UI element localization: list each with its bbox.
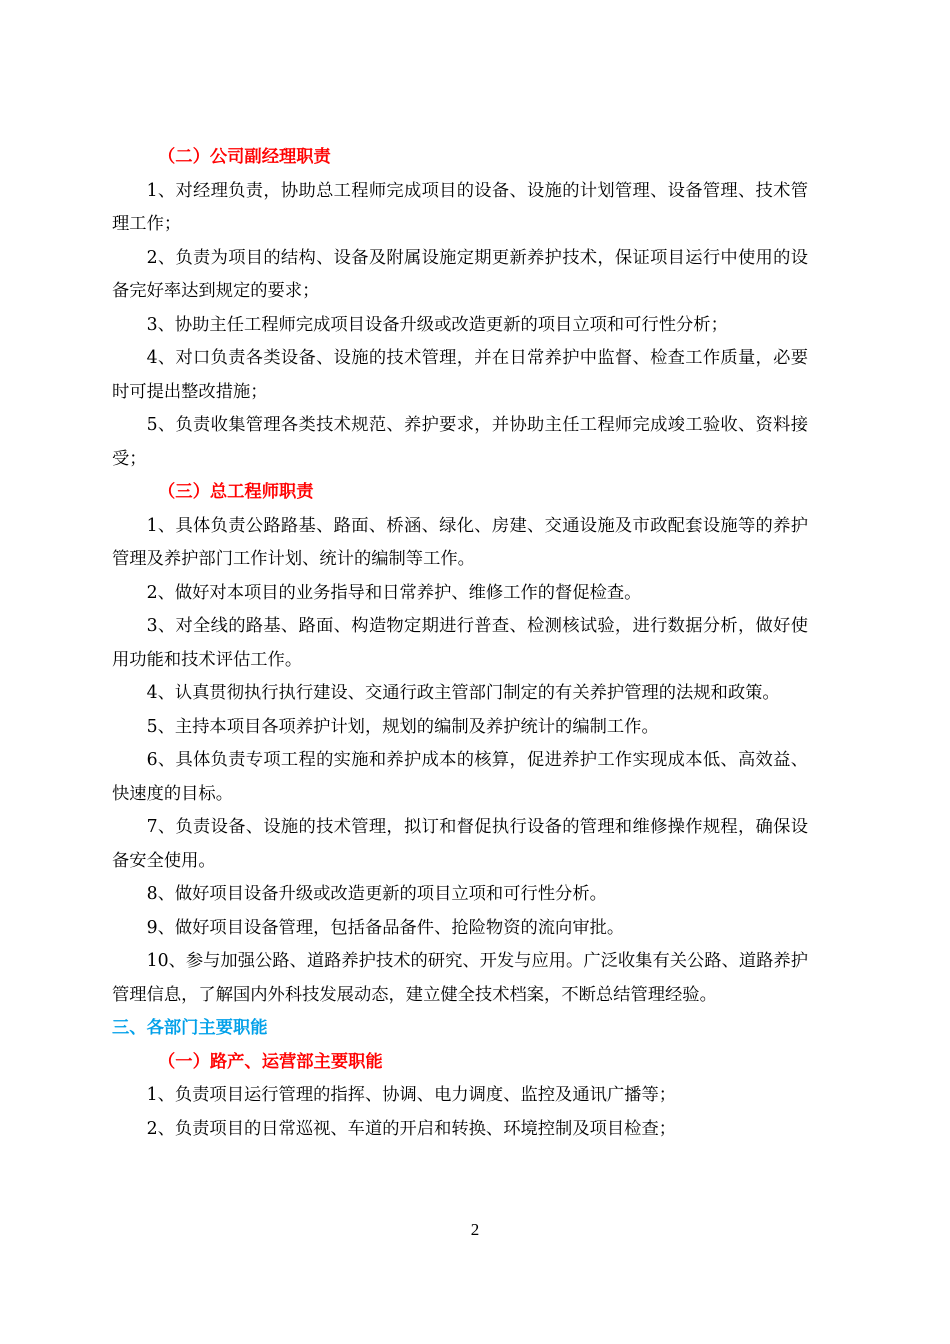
paragraph: 3、协助主任工程师完成项目设备升级或改造更新的项目立项和可行性分析； [146, 314, 728, 335]
paragraph: 7、负责设备、设施的技术管理，拟订和督促执行设备的管理和维修操作规程，确保设备安全使用。 [112, 817, 808, 871]
paragraph: 6、具体负责专项工程的实施和养护成本的核算，促进养护工作实现成本低、高效益、快速度的目标。 [112, 750, 808, 804]
paragraph: 2、负责为项目的结构、设备及附属设施定期更新养护技术，保证项目运行中使用的设备完好率达到规定的要求； [112, 247, 808, 301]
document-body [112, 141, 808, 1146]
paragraph: 5、主持本项目各项养护计划，规划的编制及养护统计的编制工作。 [146, 716, 659, 737]
paragraph: 10、参与加强公路、道路养护技术的研究、开发与应用。广泛收集有关公路、道路养护管理信息，了解国内外科技发展动态，建立健全技术档案，不断总结管理经验。 [112, 951, 808, 1005]
paragraph: 8、做好项目设备升级或改造更新的项目立项和可行性分析。 [146, 884, 607, 904]
section-heading-operations: （一）路产、运营部主要职能 [158, 1051, 383, 1072]
paragraph: 9、做好项目设备管理，包括备品备件、抢险物资的流向审批。 [146, 917, 625, 938]
paragraph: 1、具体负责公路路基、路面、桥涵、绿化、房建、交通设施及市政配套设施等的养护管理及养护部门工作计划、统计的编制等工作。 [112, 515, 808, 569]
paragraph: 4、对口负责各类设备、设施的技术管理，并在日常养护中监督、检查工作质量，必要时可提出整改措施； [112, 348, 808, 402]
section-heading-chief-engineer: （三）总工程师职责 [158, 482, 314, 502]
paragraph: 5、负责收集管理各类技术规范、养护要求，并协助主任工程师完成竣工验收、资料接受； [112, 415, 808, 469]
paragraph: 2、负责项目的日常巡视、车道的开启和转换、环境控制及项目检查； [146, 1118, 677, 1139]
section-heading-deputy-manager: （二）公司副经理职责 [158, 147, 331, 167]
chapter-heading-departments: 三、各部门主要职能 [112, 1018, 268, 1038]
paragraph: 4、认真贯彻执行执行建设、交通行政主管部门制定的有关养护管理的法规和政策。 [146, 683, 780, 703]
paragraph: 3、对全线的路基、路面、构造物定期进行普查、检测核试验，进行数据分析，做好使用功能和技术评估工作。 [112, 616, 808, 670]
paragraph: 1、对经理负责，协助总工程师完成项目的设备、设施的计划管理、设备管理、技术管理工作； [112, 180, 808, 234]
paragraph: 1、负责项目运行管理的指挥、协调、电力调度、监控及通讯广播等； [146, 1085, 677, 1105]
paragraph: 2、做好对本项目的业务指导和日常养护、维修工作的督促检查。 [146, 582, 642, 603]
page-number: 2 [470, 1220, 480, 1239]
